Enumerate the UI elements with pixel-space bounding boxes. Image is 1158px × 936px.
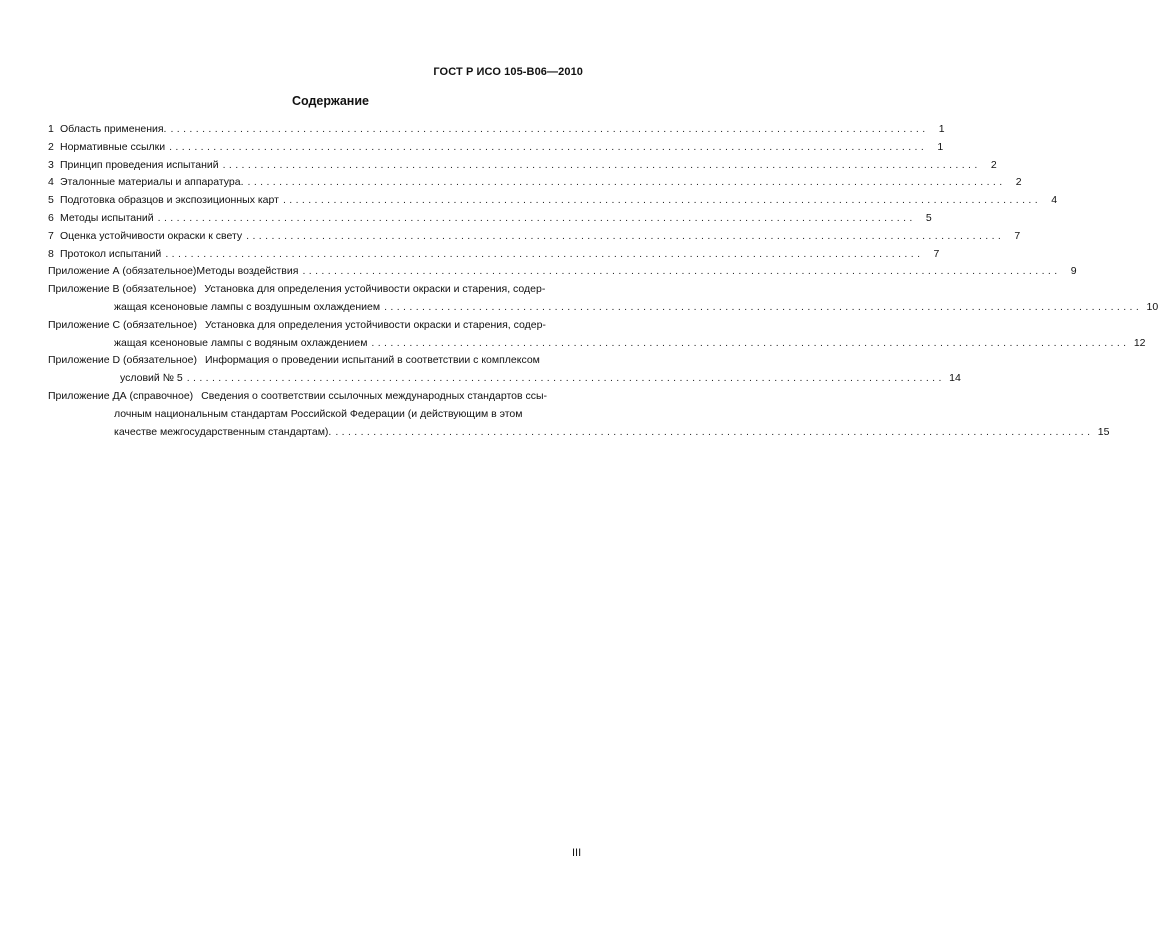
dot-leader: ........................................................................................................................: [222, 158, 981, 171]
appendix-d-prefix: Приложение D (обязательное): [48, 354, 197, 367]
dot-leader: ........................................................................................................................: [169, 140, 928, 153]
appendix-a-page: 9: [1070, 265, 1077, 278]
section-title: Оценка устойчивости окраски к свету: [60, 229, 243, 242]
appendix-b-prefix: Приложение В (обязательное): [48, 283, 197, 296]
toc-entry-appendix-c-line2[interactable]: [48, 335, 1146, 353]
section-page: 1: [938, 123, 945, 135]
toc-entry-appendix-a[interactable]: [48, 263, 1077, 281]
section-title: Протокол испытаний: [60, 247, 162, 260]
toc-entry-section[interactable]: [48, 228, 1021, 246]
dot-leader: ........................................................................................................................: [186, 372, 945, 385]
appendix-a-title: Методы воздействия: [196, 265, 299, 278]
toc-entry-appendix-c-line1[interactable]: [48, 317, 583, 335]
toc-entry-appendix-da-line2[interactable]: [48, 406, 583, 424]
toc-entry-section[interactable]: [48, 139, 944, 157]
appendix-da-prefix: Приложение ДА (справочное): [48, 389, 194, 402]
section-number: 6: [48, 211, 54, 224]
appendix-da-page: 15: [1097, 425, 1110, 438]
section-page: 7: [1014, 229, 1021, 242]
section-title: Принцип проведения испытаний: [60, 158, 219, 171]
toc-entry-appendix-d-line1[interactable]: [48, 352, 583, 370]
appendix-da-title-line2: лочным национальным стандартам Российской Федерации (и действующим в этом: [114, 407, 523, 420]
appendix-b-title-line1: Установка для определения устойчивости окраски и старения, содер-: [204, 283, 546, 296]
page-title: Содержание: [291, 94, 369, 108]
toc-entry-section[interactable]: [48, 121, 945, 139]
toc-entry-appendix-b-line2[interactable]: [48, 299, 1158, 317]
section-number: 2: [48, 140, 54, 153]
appendix-a-prefix: Приложение А (обязательное): [48, 265, 197, 278]
section-number: 5: [48, 194, 54, 207]
appendix-c-title-line1: Установка для определения устойчивости окраски и старения, содер-: [204, 318, 546, 331]
section-number: 8: [48, 247, 54, 260]
toc-entry-section[interactable]: [48, 157, 997, 175]
dot-leader: ........................................................................................................................: [302, 265, 1061, 278]
dot-leader: ........................................................................................................................: [384, 300, 1143, 313]
dot-leader: ........................................................................................................................: [247, 176, 1006, 189]
section-page: 2: [1015, 176, 1022, 189]
page-number: III: [572, 847, 582, 859]
toc-entry-section[interactable]: [48, 174, 1022, 192]
section-number: 7: [48, 229, 54, 242]
dot-leader: ........................................................................................................................: [246, 229, 1005, 242]
table-of-contents: [48, 121, 1158, 441]
section-number: 1: [48, 123, 54, 135]
appendix-c-page: 12: [1133, 336, 1146, 349]
section-page: 7: [933, 247, 940, 260]
appendix-b-title-line2: жащая ксеноновые лампы с воздушным охлаждением: [114, 300, 381, 313]
toc-entry-section[interactable]: [48, 246, 940, 264]
appendix-da-title-line1: Сведения о соответствии ссылочных международных стандартов ссы-: [201, 389, 548, 402]
toc-entry-appendix-b-line1[interactable]: [48, 281, 583, 299]
section-number: 3: [48, 158, 54, 171]
toc-sections: [48, 121, 1058, 263]
dot-leader: ........................................................................................................................: [282, 194, 1042, 207]
appendix-c-title-line2: жащая ксеноновые лампы с водяным охлаждением: [114, 336, 368, 349]
dot-leader: ........................................................................................................................: [371, 336, 1130, 349]
section-page: 1: [937, 140, 944, 153]
toc-entry-appendix-da-line3[interactable]: [48, 424, 1110, 442]
dot-leader: ........................................................................................................................: [170, 123, 929, 135]
section-title: Эталонные материалы и аппаратура.: [60, 176, 244, 189]
section-title: Подготовка образцов и экспозиционных карт: [60, 194, 279, 207]
appendix-c-prefix: Приложение С (обязательное): [48, 318, 197, 331]
document-code: ГОСТ Р ИСО 105-B06—2010: [433, 66, 583, 78]
appendix-d-title-line2: условий № 5: [120, 372, 183, 385]
section-title: Область применения.: [60, 123, 167, 135]
section-title: Методы испытаний: [60, 211, 154, 224]
appendix-da-title-line3: качестве межгосударственным стандартам).: [114, 425, 332, 438]
appendix-d-page: 14: [949, 372, 961, 385]
section-number: 4: [48, 176, 54, 189]
section-title: Нормативные ссылки: [60, 140, 166, 153]
toc-entry-section[interactable]: [48, 192, 1058, 210]
toc-entry-section[interactable]: [48, 210, 932, 228]
section-page: 4: [1051, 194, 1058, 207]
dot-leader: ........................................................................................................................: [165, 247, 924, 260]
dot-leader: ........................................................................................................................: [335, 425, 1094, 438]
toc-entry-appendix-da-line1[interactable]: [48, 388, 583, 406]
section-page: 2: [990, 158, 997, 171]
section-page: 5: [925, 211, 932, 224]
appendix-d-title-line1: Информация о проведении испытаний в соответствии с комплексом: [204, 354, 540, 367]
toc-entry-appendix-d-line2[interactable]: [48, 370, 961, 388]
dot-leader: ........................................................................................................................: [157, 211, 916, 224]
appendix-b-page: 10: [1146, 300, 1158, 313]
